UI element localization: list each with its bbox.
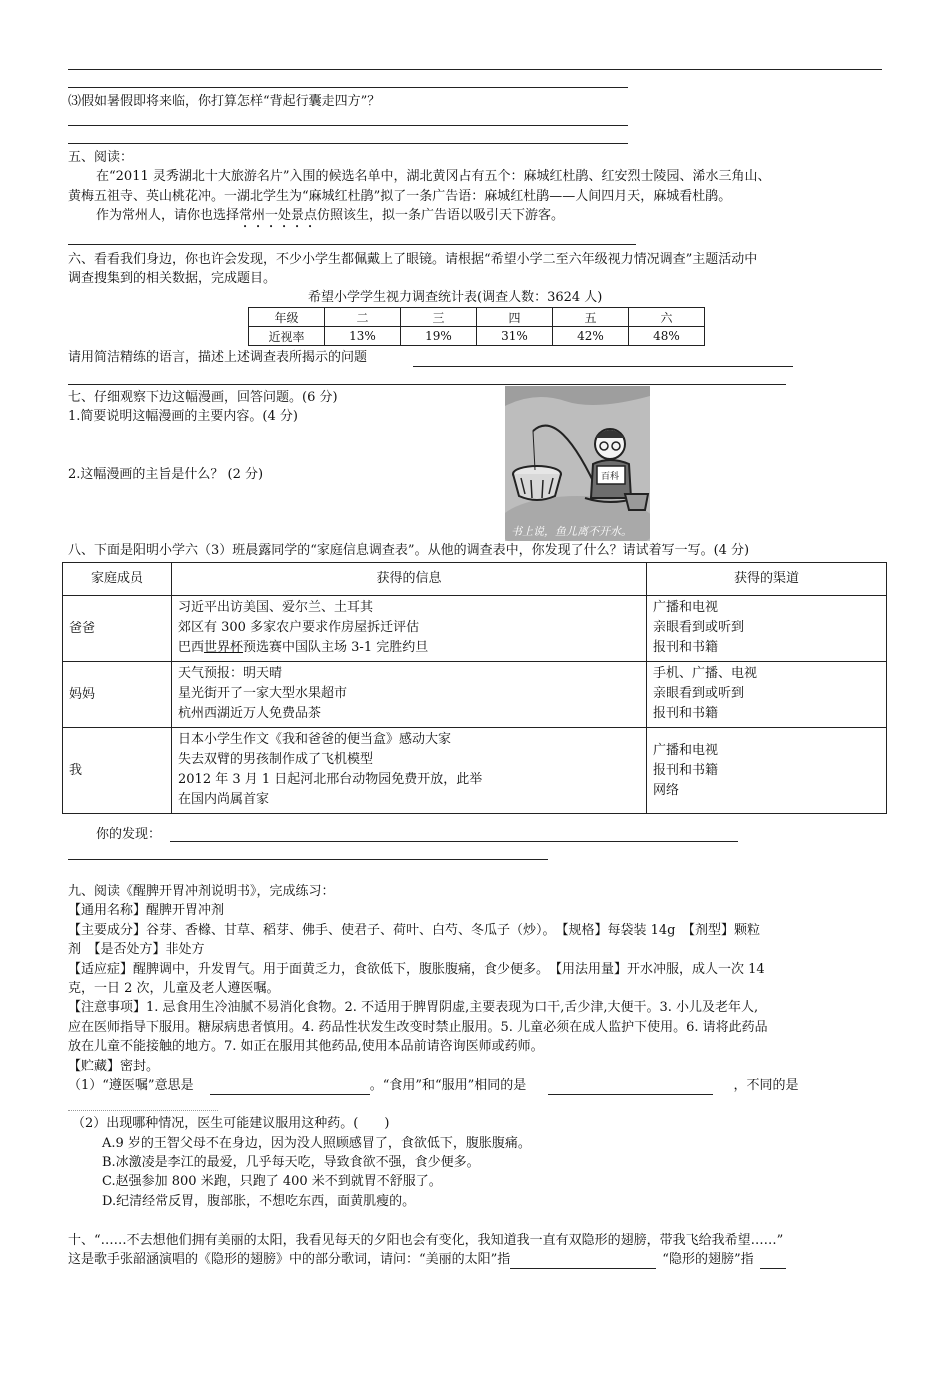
table-row bbox=[63, 596, 887, 662]
q6-line: 调查搜集到的相关数据，完成题目。 bbox=[68, 271, 277, 286]
info-line: 天气预报：明天晴 bbox=[178, 666, 283, 681]
q9-text-line: 剂 【是否处方】非处方 bbox=[68, 942, 205, 957]
channel-cell bbox=[647, 662, 887, 728]
channel-cell bbox=[647, 596, 887, 662]
q9-text-line: 放在儿童不能接触的地方。7. 如正在服用其他药品,使用本品前请咨询医师或药师。 bbox=[68, 1039, 544, 1054]
answer-line[interactable] bbox=[68, 244, 636, 245]
info-line: 巴西世界杯预选赛中国队主场 3-1 完胜约旦 bbox=[178, 640, 429, 655]
q5-emphasis: 常州一处景点 bbox=[239, 208, 318, 223]
table-header-row bbox=[63, 563, 887, 596]
option-d[interactable]: D.纪清经常反胃，腹部胀，不想吃东西，面黄肌瘦的。 bbox=[102, 1194, 416, 1209]
q4-sub3: ⑶假如暑假即将来临，你打算怎样“背起行囊走四方”？ bbox=[68, 94, 381, 109]
q5-prompt-b: 仿照该生，拟一条广告语以吸引天下游客。 bbox=[317, 208, 565, 223]
family-member: 我 bbox=[63, 728, 172, 814]
answer-line bbox=[68, 87, 628, 88]
info-line: 失去双臂的男孩制作成了飞机模型 bbox=[178, 752, 374, 767]
q8-title: 八、下面是阳明小学六（3）班晨露同学的“家庭信息调查表”。从他的调查表中，你发现了什么？请试着写一写。(4 分) bbox=[68, 543, 750, 558]
family-member: 爸爸 bbox=[63, 596, 172, 662]
q7-sub1: 1.简要说明这幅漫画的主要内容。(4 分) bbox=[68, 409, 298, 424]
answer-line[interactable] bbox=[68, 859, 548, 860]
table-cell: 三 bbox=[401, 308, 477, 327]
vision-table bbox=[248, 307, 705, 346]
answer-blank[interactable] bbox=[548, 1094, 713, 1095]
q9-question-2: （2）出现哪种情况，医生可能建议服用这种药。( ) bbox=[72, 1116, 390, 1131]
column-header: 家庭成员 bbox=[63, 563, 172, 596]
table-cell: 五 bbox=[553, 308, 629, 327]
q5-prompt bbox=[96, 206, 564, 231]
channel-line: 广播和电视 bbox=[653, 600, 719, 615]
answer-line[interactable] bbox=[68, 143, 628, 144]
answer-line[interactable] bbox=[413, 366, 793, 367]
q9-text-line: 【注意事项】1. 忌食用生冷油腻不易消化食物。2. 不适用于脾胃阴虚,主要表现为口干,舌少津,大便干。3. 小儿及老年人, bbox=[68, 1000, 759, 1015]
q5-paragraph-line: 在“2011 灵秀湖北十大旅游名片”入围的候选名单中，湖北黄冈占有五个：麻城红杜鹃、红安烈士陵园、浠水三角山、 bbox=[96, 169, 771, 184]
column-header: 获得的渠道 bbox=[647, 563, 887, 596]
q9-text-line: 克，一日 2 次，儿童及老人遵医嘱。 bbox=[68, 981, 280, 996]
answer-blank[interactable] bbox=[210, 1094, 370, 1095]
q10-line: 十、“……不去想他们拥有美丽的太阳，我看见每天的夕阳也会有变化，我知道我一直有双隐形的翅膀，带我飞给我希望……” bbox=[68, 1233, 784, 1248]
channel-line: 手机、广播、电视 bbox=[653, 666, 758, 681]
table-cell: 四 bbox=[477, 308, 553, 327]
answer-line[interactable] bbox=[170, 841, 738, 842]
cartoon-image bbox=[505, 386, 650, 541]
info-line: 杭州西湖近万人免费品茶 bbox=[178, 706, 322, 721]
answer-line[interactable] bbox=[68, 384, 786, 385]
svg-text:百科: 百科 bbox=[601, 472, 620, 482]
channel-line: 报刊和书籍 bbox=[653, 762, 719, 778]
q9-text-line: 【适应症】醒脾调中，升发胃气。用于面黄乏力，食欲低下，腹胀腹痛，食少便多。 【用法用量】开水冲服，成人一次 14 bbox=[68, 962, 765, 977]
fishing-cartoon-illustration bbox=[505, 386, 650, 541]
q9-text-line: 【主要成分】谷芽、香橼、甘草、稻芽、佛手、使君子、荷叶、白芍、冬瓜子（炒）。 【规格】每袋装 14g 【剂型】颗粒 bbox=[68, 923, 760, 938]
table-cell: 19% bbox=[401, 327, 477, 346]
option-b[interactable]: B.冰激凌是李江的最爱，几乎每天吃，导致食欲不强，食少便多。 bbox=[102, 1155, 480, 1170]
table-cell: 年级 bbox=[249, 308, 325, 327]
q9-q1-part-b: 。“食用”和“服用”相同的是 bbox=[369, 1078, 527, 1093]
info-line: 在国内尚属首家 bbox=[178, 792, 270, 807]
info-line: 星光街开了一家大型水果超市 bbox=[178, 686, 348, 701]
family-member: 妈妈 bbox=[63, 662, 172, 728]
info-line: 习近平出访美国、爱尔兰、土耳其 bbox=[178, 600, 374, 615]
table-cell: 二 bbox=[325, 308, 401, 327]
q9-text-line: 【通用名称】醒脾开胃冲剂 bbox=[68, 903, 225, 918]
top-border-rule bbox=[68, 69, 882, 70]
info-line: 郊区有 300 多家农户要求作房屋拆迁评估 bbox=[178, 620, 420, 635]
q10-part-a: 这是歌手张韶涵演唱的《隐形的翅膀》中的部分歌词，请问：“美丽的太阳”指 bbox=[68, 1252, 511, 1267]
table-row bbox=[63, 728, 887, 814]
answer-line[interactable] bbox=[68, 1110, 218, 1111]
table-cell: 六 bbox=[629, 308, 705, 327]
q5-paragraph-line: 黄梅五祖寺、英山桃花冲。一湖北学生为“麻城红杜鹃”拟了一条广告语：麻城红杜鹃——人间四月天，麻城看杜鹃。 bbox=[68, 189, 732, 204]
option-a[interactable]: A.9 岁的王智父母不在身边，因为没人照顾感冒了，食欲低下，腹胀腹痛。 bbox=[102, 1136, 531, 1151]
underlined-term: 世界杯 bbox=[204, 640, 244, 655]
q6-line: 六、看看我们身边，你也许会发现，不少小学生都佩戴上了眼镜。请根据“希望小学二至六年级视力情况调查”主题活动中 bbox=[68, 252, 758, 267]
table-cell: 31% bbox=[477, 327, 553, 346]
info-cell bbox=[172, 596, 647, 662]
q6-prompt: 请用简洁精练的语言，描述上述调查表所揭示的问题 bbox=[68, 350, 368, 365]
cartoon-caption: 书上说，鱼儿离不开水。 bbox=[511, 525, 632, 538]
family-info-table bbox=[62, 562, 887, 814]
q9-text-line: 【贮藏】密封。 bbox=[68, 1059, 160, 1074]
q9-q1-part-c: ，不同的是 bbox=[733, 1078, 799, 1093]
option-c[interactable]: C.赵强参加 800 米跑，只跑了 400 米不到就胃不舒服了。 bbox=[102, 1174, 442, 1189]
channel-line: 亲眼看到或听到 bbox=[653, 686, 745, 701]
info-cell bbox=[172, 662, 647, 728]
q9-question-1 bbox=[68, 1076, 798, 1095]
answer-blank[interactable] bbox=[760, 1268, 786, 1269]
info-line: 2012 年 3 月 1 日起河北邢台动物园免费开放，此举 bbox=[178, 772, 483, 787]
column-header: 获得的信息 bbox=[172, 563, 647, 596]
info-cell bbox=[172, 728, 647, 814]
info-line: 日本小学生作文《我和爸爸的便当盒》感动大家 bbox=[178, 732, 452, 747]
q7-title: 七、仔细观察下边这幅漫画，回答问题。(6 分) bbox=[68, 390, 338, 405]
q10-part-b: “隐形的翅膀”指 bbox=[662, 1252, 754, 1267]
channel-line: 亲眼看到或听到 bbox=[653, 620, 745, 635]
q9-title: 九、阅读《醒脾开胃冲剂说明书》，完成练习： bbox=[68, 884, 335, 899]
answer-line[interactable] bbox=[68, 125, 628, 126]
q5-prompt-a: 作为常州人，请你也选择 bbox=[96, 208, 240, 223]
channel-cell bbox=[647, 728, 887, 814]
q10-line-2 bbox=[68, 1250, 786, 1269]
table-row bbox=[63, 662, 887, 728]
channel-line: 网络 bbox=[653, 782, 680, 798]
table-cell: 42% bbox=[553, 327, 629, 346]
q5-title: 五、阅读： bbox=[68, 150, 134, 165]
table-row bbox=[249, 308, 705, 327]
channel-line: 报刊和书籍 bbox=[653, 640, 719, 655]
table-cell: 13% bbox=[325, 327, 401, 346]
table-cell: 48% bbox=[629, 327, 705, 346]
table-row bbox=[249, 327, 705, 346]
vision-table-title: 希望小学学生视力调查统计表(调查人数：3624 人) bbox=[308, 290, 603, 305]
q8-discovery-label: 你的发现： bbox=[96, 827, 162, 842]
q9-q1-part-a: （1）“遵医嘱”意思是 bbox=[68, 1078, 194, 1093]
channel-line: 广播和电视 bbox=[653, 742, 719, 758]
q7-sub2: 2.这幅漫画的主旨是什么？ (2 分) bbox=[68, 467, 264, 482]
channel-line: 报刊和书籍 bbox=[653, 706, 719, 721]
answer-blank[interactable] bbox=[510, 1268, 656, 1269]
table-cell: 近视率 bbox=[249, 327, 325, 346]
q9-text-line: 应在医师指导下服用。糖尿病患者慎用。4. 药品性状发生改变时禁止服用。5. 儿童必须在成人监护下使用。6. 请将此药品 bbox=[68, 1020, 768, 1035]
